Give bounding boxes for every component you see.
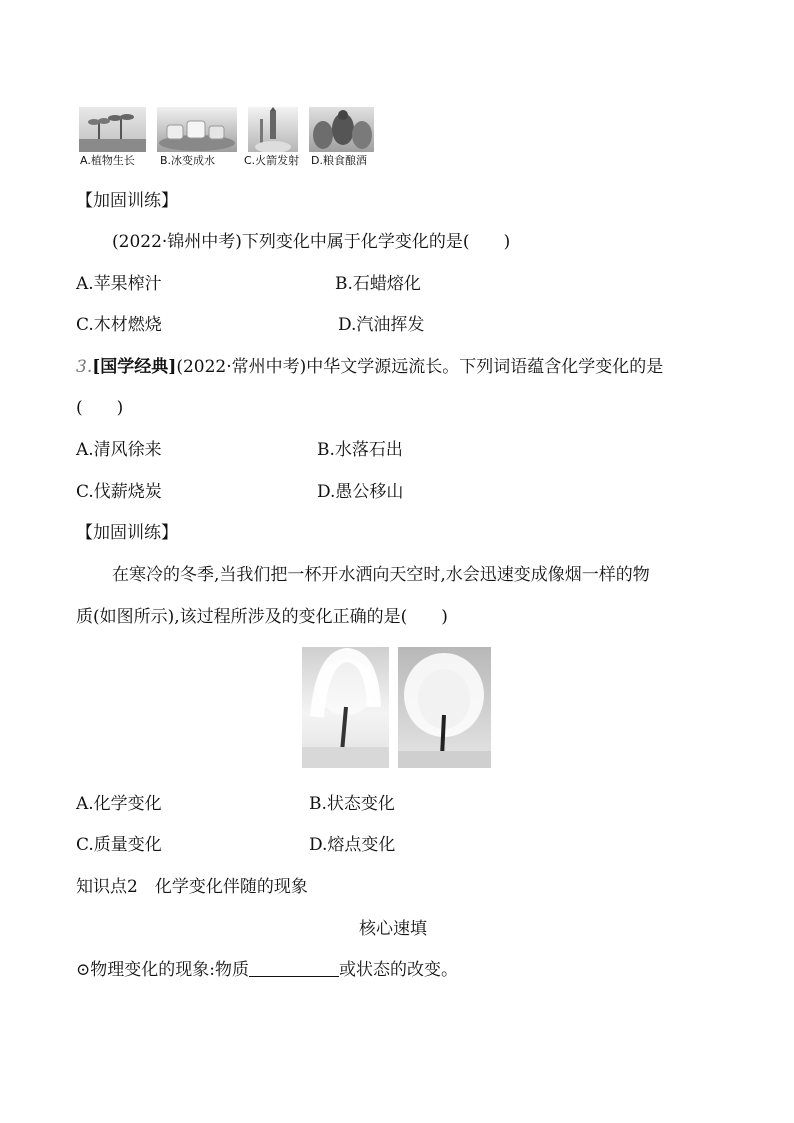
rocket-illustration — [248, 107, 298, 152]
ice-illustration — [157, 107, 237, 152]
option-1b: B.石蜡熔化 — [335, 274, 421, 294]
image-grain-wine — [309, 107, 374, 152]
caption-a: A.植物生长 — [80, 154, 135, 167]
option-1d: D.汽油挥发 — [338, 315, 425, 335]
option-2d: D.熔点变化 — [309, 835, 396, 855]
image-plant-growth — [79, 107, 146, 152]
option-3c: C.伐薪烧炭 — [76, 482, 162, 502]
image-rocket-launch — [248, 107, 298, 152]
section-heading-2: 【加固训练】 — [76, 523, 178, 543]
bullet-text: ⊙物理变化的现象:物质 — [76, 960, 249, 980]
caption-d: D.粮食酿酒 — [311, 154, 367, 167]
knowledge-title: 知识点2 化学变化伴随的现象 — [76, 877, 308, 897]
photo-boiling-water-left — [302, 647, 389, 768]
fill-in-blank[interactable] — [249, 958, 339, 977]
caption-b: B.冰变成水 — [160, 154, 216, 167]
option-1c: C.木材燃烧 — [76, 315, 162, 335]
image-ice-melting — [157, 107, 237, 152]
water-spray-illustration — [302, 647, 389, 768]
question-2-line1: 在寒冷的冬季,当我们把一杯开水洒向天空时,水会迅速变成像烟一样的物 — [112, 565, 650, 585]
knowledge-center-heading: 核心速填 — [359, 919, 427, 939]
option-1a: A.苹果榨汁 — [76, 274, 162, 294]
question-1: (2022·锦州中考)下列变化中属于化学变化的是( ) — [112, 232, 511, 252]
option-2a: A.化学变化 — [76, 794, 162, 814]
water-spray-illustration-2 — [398, 647, 491, 768]
question-text: (2022·常州中考)中华文学源远流长。下列词语蕴含化学变化的是 — [176, 357, 664, 377]
option-3d: D.愚公移山 — [317, 482, 404, 502]
caption-c: C.火箭发射 — [244, 154, 300, 167]
section-heading-1: 【加固训练】 — [76, 191, 178, 211]
option-3b: B.水落石出 — [317, 440, 403, 460]
knowledge-fill-line — [76, 958, 458, 982]
plant-illustration — [79, 107, 146, 152]
question-tag: [国学经典] — [92, 357, 177, 377]
question-2-line2: 质(如图所示),该过程所涉及的变化正确的是( ) — [76, 607, 448, 627]
option-2c: C.质量变化 — [76, 835, 162, 855]
after-blank-text: 或状态的改变。 — [338, 960, 458, 980]
option-3a: A.清风徐来 — [76, 440, 162, 460]
question-number: 3. — [76, 357, 93, 377]
wine-jars-illustration — [309, 107, 374, 152]
question-3 — [76, 355, 663, 379]
question-3-paren: ( ) — [76, 398, 124, 418]
photo-boiling-water-right — [398, 647, 491, 768]
option-2b: B.状态变化 — [309, 794, 395, 814]
